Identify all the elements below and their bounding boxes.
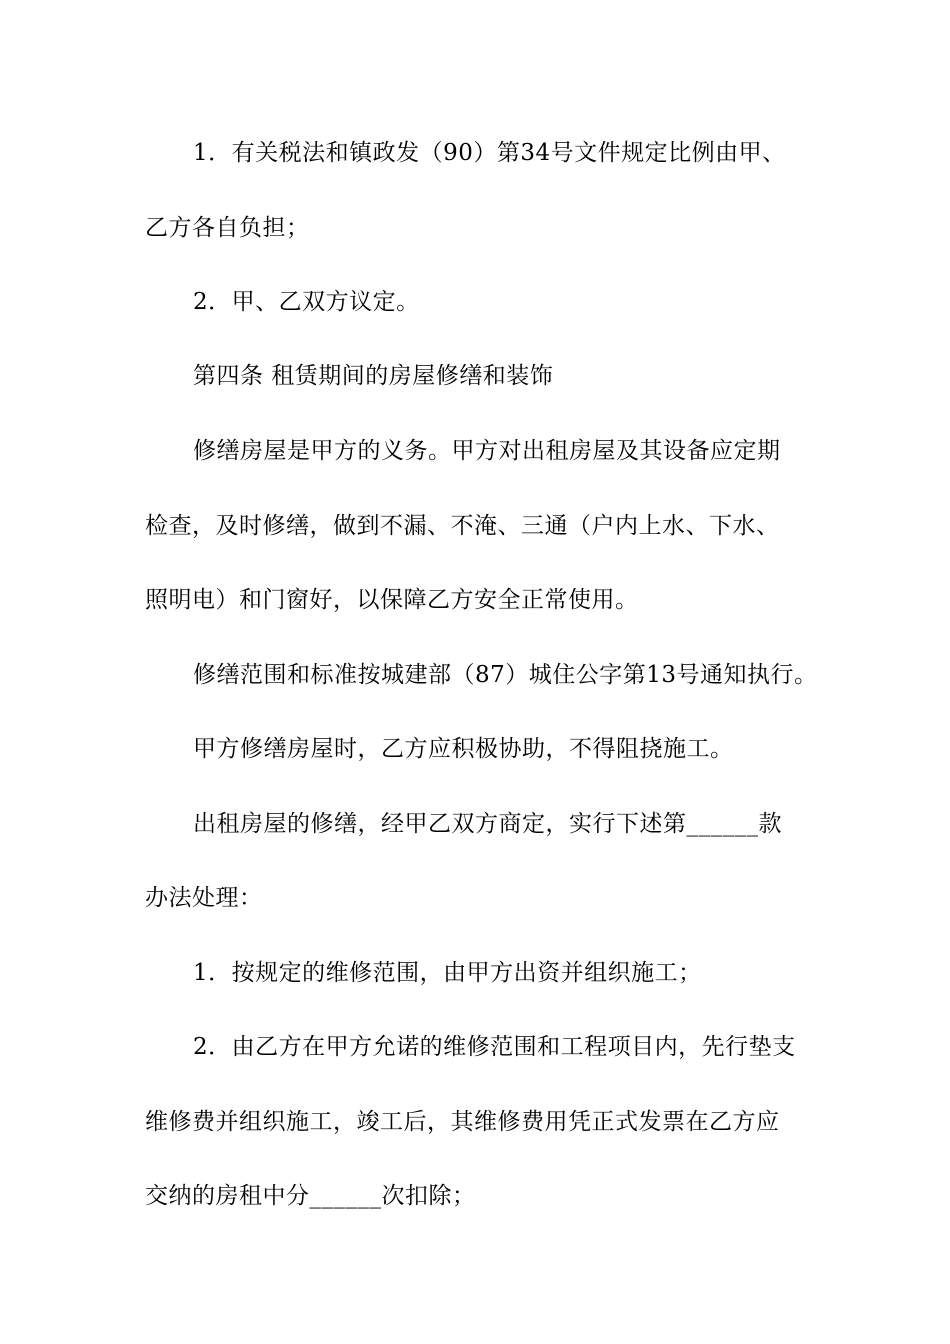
paragraph-line: 照明电）和门窗好，以保障乙方安全正常使用。: [145, 587, 639, 613]
paragraph-line: 交纳的房租中分______次扣除；: [145, 1183, 476, 1209]
paragraph-line: 甲方修缮房屋时，乙方应积极协助，不得阻挠施工。: [193, 736, 734, 762]
paragraph-line: 检查，及时修缮，做到不漏、不淹、三通（户内上水、下水、: [145, 513, 780, 539]
paragraph-line: 办法处理：: [145, 885, 263, 911]
paragraph-line: 出租房屋的修缮，经甲乙双方商定，实行下述第______款: [193, 811, 782, 837]
paragraph-line: 修缮范围和标准按城建部（87）城住公字第13号通知执行。: [193, 662, 818, 688]
paragraph-line: 1．有关税法和镇政发（90）第34号文件规定比例由甲、: [193, 140, 786, 166]
section-heading: 第四条 租赁期间的房屋修缮和装饰: [193, 363, 554, 389]
paragraph-line: 维修费并组织施工，竣工后，其维修费用凭正式发票在乙方应: [145, 1109, 780, 1135]
paragraph-line: 1．按规定的维修范围，由甲方出资并组织施工；: [193, 960, 702, 986]
paragraph-line: 2．甲、乙双方议定。: [193, 289, 420, 315]
paragraph-line: 2．由乙方在甲方允诺的维修范围和工程项目内，先行垫支: [193, 1034, 796, 1060]
paragraph-line: 乙方各自负担；: [145, 215, 310, 241]
paragraph-line: 修缮房屋是甲方的义务。甲方对出租房屋及其设备应定期: [193, 438, 781, 464]
